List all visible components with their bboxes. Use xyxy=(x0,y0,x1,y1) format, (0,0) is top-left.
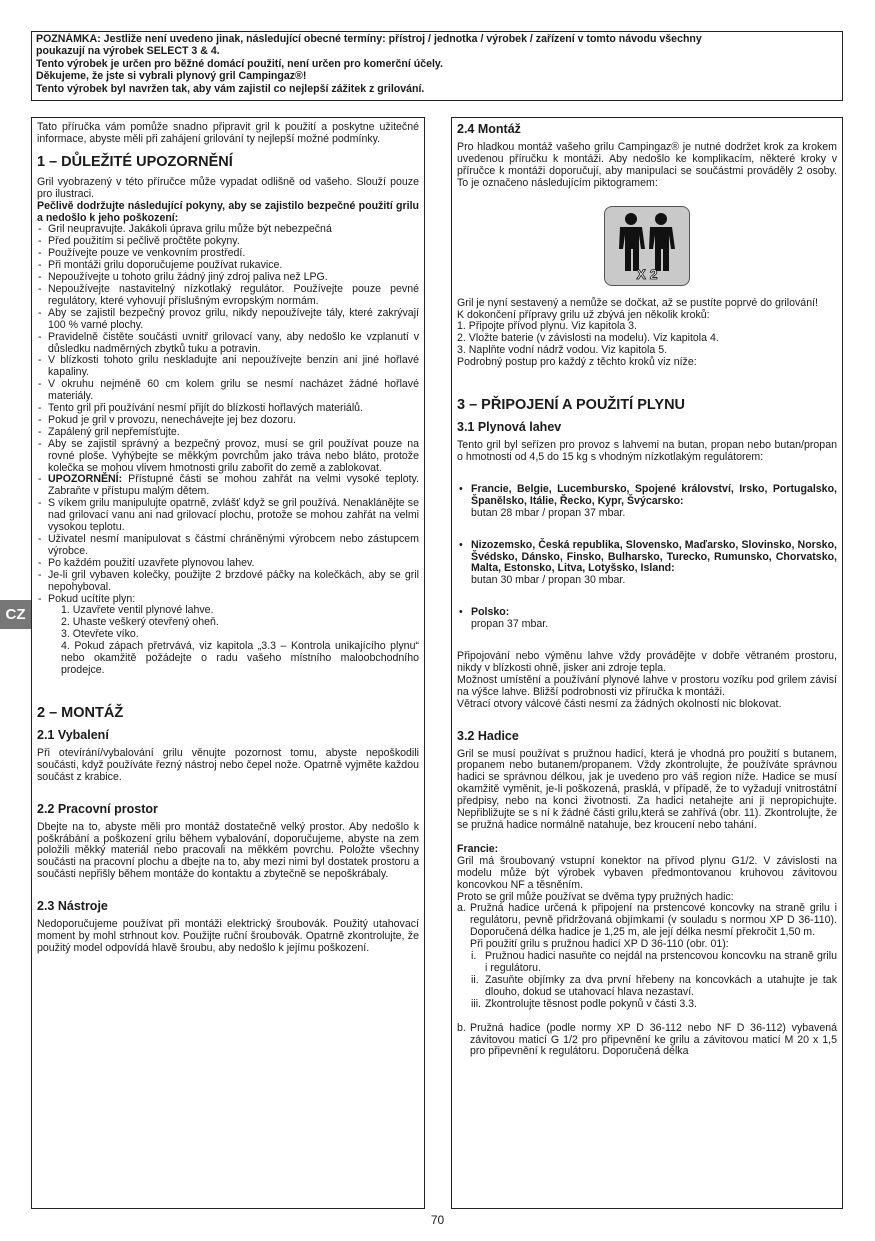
list-marker: b. xyxy=(457,1021,466,1034)
hose-option-a xyxy=(457,903,837,951)
country-names: • Polsko: xyxy=(471,606,510,619)
list-item: - Před použitím si pečlivě pročtěte pokyny. xyxy=(37,236,419,248)
list-item xyxy=(37,474,419,498)
paragraph: Připojování nebo výměnu lahve vždy provádějte v dobře větraném prostoru, nikdy v blízkosti ohně, jisker ani zdroje tepla. xyxy=(457,650,837,674)
warning-text: Přístupné části se mohou zahřát na velmi vysoké teploty. Zabraňte v přístupu malým dětem. xyxy=(48,473,419,498)
step-item: 2. Vložte baterie (v závislosti na modelu). Viz kapitola 4. xyxy=(457,332,719,345)
paragraph: Proto se gril může používat se dvěma typy pružných hadic: xyxy=(457,890,734,903)
pressure-value: butan 28 mbar / propan 37 mbar. xyxy=(471,506,626,519)
step-item: 1. Připojte přívod plynu. Viz kapitola 3. xyxy=(457,320,638,333)
list-item: 1. Uzavřete ventil plynové lahve. xyxy=(61,604,214,617)
option-subtext: Při použití grilu s pružnou hadicí XP D 36-110 (obr. 01): xyxy=(470,938,729,951)
step-item: 3. Naplňte vodní nádrž vodou. Viz kapitola 5. xyxy=(457,344,668,357)
list-item: - S víkem grilu manipulujte opatrně, zvlášť když se gril používá. Nenaklánějte se nad grilovací vanu ani nad grilovací plochu, protože se mohou zahřát na velmi vysokou teplotu. xyxy=(37,498,419,534)
list-item: - Při montáži grilu doporučujeme používat rukavice. xyxy=(37,260,419,272)
section-3-1-title: 3.1 Plynová lahev xyxy=(457,420,562,435)
section-2-title: 2 – MONTÁŽ xyxy=(37,704,124,721)
list-marker: ii. xyxy=(471,973,479,986)
roman-text: Zkontrolujte těsnost podle pokynů v části 3.3. xyxy=(485,997,697,1010)
list-item: - Nepoužívejte nastavitelný nízkotlaký regulátor. Používejte pouze pevné regulátory, které vyhovují příslušným evropským normám. xyxy=(37,284,419,308)
roman-item xyxy=(457,975,837,999)
list-item: - V okruhu nejméně 60 cm kolem grilu se nesmí nacházet žádné hořlavé materiály. xyxy=(37,379,419,403)
page-number: 70 xyxy=(430,1213,445,1227)
right-column xyxy=(451,117,843,1209)
paragraph: Gril vyobrazený v této příručce může vypadat odlišně od vašeho. Slouží pouze pro ilustraci. xyxy=(37,175,419,200)
paragraph: Pro hladkou montáž vašeho grilu Campingaz® je nutné dodržet krok za krokem uvedenou příručku k montáži. Aby nedošlo ke komplikacím, některé kroky v příručce k montáži doporučují, aby manipulaci se součástmi prováděly 2 osoby. To je označeno následujícím piktogramem: xyxy=(457,141,837,189)
hose-option-b xyxy=(457,1023,837,1059)
roman-text: Pružnou hadici nasuňte co nejdál na prstencovou koncovku na straně grilu i regulátoru. xyxy=(485,950,837,974)
paragraph: Gril má šroubovaný vstupní konektor na přívod plynu G1/2. V závislosti na modelu může být výrobek vybaven předmontovanou kruhovou závitovou koncovkou NF a těsněním. xyxy=(457,854,837,891)
intro-text: Tato příručka vám pomůže snadno připravit gril k použití a poskytne užitečné informace, abyste měli při zahájení grilování ty nejlepší možné podmínky. xyxy=(37,121,419,145)
section-2-2-title: 2.2 Pracovní prostor xyxy=(37,801,158,816)
paragraph: Dbejte na to, abyste měli pro montáž dostatečně velký prostor. Aby nedošlo k poškrábání a poškození grilu během vybalování, doporučujeme, abyste na zem položili měkký materiál nebo pracovali na měkkém povrchu. Položte všechny součásti na pracovní plochu a dbejte na to, aby mezi nimi byl dostatek prostoru a součásti nepřišly během montáže do kontaktu a zbytečně se nepoškrábaly. xyxy=(37,820,419,881)
list-item: - Nepoužívejte u tohoto grilu žádný jiný zdroj paliva než LPG. xyxy=(37,272,419,284)
country-names: • Francie, Belgie, Lucembursko, Spojené království, Irsko, Portugalsko, Španělsko, Itálie, Řecko, Kypr, Švýcarsko: xyxy=(471,482,837,507)
list-item: - Používejte pouze ve venkovním prostředí. xyxy=(37,248,419,260)
list-item: - Aby se zajistil správný a bezpečný provoz, musí se gril používat pouze na rovné ploše. Vyhýbejte se měkkým povrchům jako tráva nebo bláto, protože kolečka se mohou vlivem hmotnosti grilu zabořit do země a zablokovat. xyxy=(37,439,419,475)
roman-text: Zasuňte objímky za dva první hřebeny na koncovkách a utahujte je tak dlouho, dokud se utahovací hlava nezastaví. xyxy=(485,973,837,998)
list-item: - Je-li gril vybaven kolečky, použijte 2 brzdové páčky na kolečkách, aby se gril nepohyboval. xyxy=(37,570,419,594)
pressure-value: propan 37 mbar. xyxy=(471,618,549,631)
paragraph: Pečlivě dodržujte následující pokyny, aby se zajistilo bezpečné použití grilu a nedošlo k jeho poškození: xyxy=(37,199,419,224)
list-item: 3. Otevřete víko. xyxy=(61,628,139,641)
france-label: Francie: xyxy=(457,842,499,855)
paragraph: Gril je nyní sestavený a nemůže se dočkat, až se pustíte poprvé do grilování! xyxy=(457,296,818,309)
paragraph: K dokončení přípravy grilu už zbývá jen několik kroků: xyxy=(457,308,710,321)
notice-line: POZNÁMKA: Jestliže není uvedeno jinak, následující obecné termíny: přístroj / jednotka / výrobek / zařízení v tomto návodu všechny xyxy=(36,33,702,45)
section-2-1-title: 2.1 Vybalení xyxy=(37,727,109,742)
language-tab: CZ xyxy=(0,600,31,629)
country-group xyxy=(457,484,837,520)
list-item: - Pravidelně čistěte součásti uvnitř grilovací vany, aby nedošlo ke vzplanutí v důsledku nadměrných zbytků tuku a potravin. xyxy=(37,332,419,356)
list-item: - V blízkosti tohoto grilu neskladujte ani nepoužívejte benzin ani jiné hořlavé kapaliny. xyxy=(37,355,419,379)
notice-line: Děkujeme, že jste si vybrali plynový gril Campingaz®! xyxy=(36,70,307,83)
list-item: - Zapálený gril nepřemísťujte. xyxy=(37,427,419,439)
list-item: - Aby se zajistil bezpečný provoz grilu, nikdy nepoužívejte tály, které zakrývají 100 % varné plochy. xyxy=(37,308,419,332)
section-3-2-title: 3.2 Hadice xyxy=(457,728,519,743)
pressure-value: butan 30 mbar / propan 30 mbar. xyxy=(471,574,626,587)
option-text: Pružná hadice určená k připojení na prstencové koncovky na straně grilu i regulátoru, pevně přidržovaná objímkami (v souladu s normou XP D 36-110). Doporučená délka hadice je 1,25 m, ale její délka nesmí překročit 1,50 m. xyxy=(470,902,837,939)
notice-line: Tento výrobek byl navržen tak, aby vám zajistil co nejlepší zážitek z grilování. xyxy=(36,82,425,95)
paragraph: Podrobný postup pro každý z těchto kroků viz níže: xyxy=(457,356,697,369)
warning-label: UPOZORNĚNÍ: xyxy=(48,473,123,486)
list-item: 2. Uhaste veškerý otevřený oheň. xyxy=(61,616,219,629)
paragraph: Větrací otvory válcové části nesmí za žádných okolností nic blokovat. xyxy=(457,697,782,710)
list-item: 4. Pokud zápach přetrvává, viz kapitola „3.3 – Kontrola unikajícího plynu“ nebo okamžitě požádejte o radu vašeho místního maloobchodního prodejce. xyxy=(61,640,419,676)
option-text: Pružná hadice (podle normy XP D 36-112 nebo NF D 36-112) vybavená závitovou maticí G 1/2 pro připevnění ke grilu a závitovou maticí M 20 x 1,5 pro připevnění k regulátoru. Doporučená délka xyxy=(470,1021,837,1058)
section-1-title: 1 – DŮLEŽITÉ UPOZORNĚNÍ xyxy=(37,153,233,170)
notice-line: poukazují na výrobek SELECT 3 & 4. xyxy=(36,45,220,58)
list-marker: a. xyxy=(457,902,466,915)
list-item: - Pokud je gril v provozu, nenechávejte jej bez dozoru. xyxy=(37,415,419,427)
gas-steps-list xyxy=(37,605,419,676)
notice-line: Tento výrobek je určen pro běžné domácí použití, není určen pro komerční účely. xyxy=(36,57,443,70)
paragraph: Tento gril byl seřízen pro provoz s lahvemi na butan, propan nebo butan/propan o hmotnosti od 4,5 do 15 kg s vhodným nízkotlakým regulátorem: xyxy=(457,439,837,463)
warnings-list xyxy=(37,224,419,605)
paragraph: Při otevírání/vybalování grilu věnujte pozornost tomu, abyste nepoškodili součásti, když používáte řezný nástroj nebo čepel nože. Opatrně vyjměte každou součást z krabice. xyxy=(37,746,419,783)
two-person-pictogram xyxy=(604,206,690,286)
section-2-3-title: 2.3 Nástroje xyxy=(37,899,108,914)
country-group xyxy=(457,607,837,631)
list-marker: i. xyxy=(471,950,477,963)
list-item: - Tento gril při používání nesmí přijít do blízkosti hořlavých materiálů. xyxy=(37,403,419,415)
list-item: - Pokud ucítíte plyn: xyxy=(37,594,419,606)
section-3-title: 3 – PŘIPOJENÍ A POUŽITÍ PLYNU xyxy=(457,397,686,414)
left-column xyxy=(31,117,425,1209)
list-marker: iii. xyxy=(471,997,482,1010)
paragraph: Gril se musí používat s pružnou hadicí, která je vhodná pro použití s butanem, propanem nebo butanem/propanem. Vždy zkontrolujte, že používáte správnou hadici se správnou délkou, jak je uvedeno pro váš region níže. Hadice se musí okamžitě vyměnit, je-li poškozená, prasklá, v případě, že to vyžadují vnitrostátní předpisy, nebo na konci životnosti. Za hadici netahejte ani ji nepropichujte. Nepřibližujte se s ní k žádné části grilu,která se zahřívá (obr. 11). Zkontrolujte, že se pružná hadice normálně natahuje, bez kroucení nebo tahání. xyxy=(457,747,837,831)
notice-box xyxy=(31,31,843,101)
list-item: - Gril neupravujte. Jakákoli úprava grilu může být nebezpečná xyxy=(37,224,419,236)
list-item: - Po každém použití uzavřete plynovou lahev. xyxy=(37,558,419,570)
paragraph: Nedoporučujeme používat při montáži elektrický šroubovák. Použitý utahovací moment by mohl strhnout kov. Použijte ruční šroubovák. Opatrně zkontrolujte, že použitý model odpovídá hlavě šroubu, aby nedošlo k jejímu poškození. xyxy=(37,918,419,954)
country-names: • Nizozemsko, Česká republika, Slovensko, Maďarsko, Slovinsko, Norsko, Švédsko, Dánsko, Finsko, Bulharsko, Turecko, Rumunsko, Chorvatsko, Malta, Estonsko, Litva, Lotyšsko, Island: xyxy=(471,538,837,575)
roman-item xyxy=(457,999,837,1011)
roman-item xyxy=(457,951,837,975)
country-group xyxy=(457,540,837,588)
list-item: - Uživatel nesmí manipulovat s částmi chráněnými výrobcem nebo zástupcem výrobce. xyxy=(37,534,419,558)
section-2-4-title: 2.4 Montáž xyxy=(457,122,521,136)
pictogram-label: X 2 xyxy=(636,265,658,282)
two-persons-icon xyxy=(605,207,689,285)
paragraph: Možnost umístění a používání plynové lahve v prostoru vozíku pod grilem závisí na výšce lahve. Bližší podrobnosti viz příručka k montáži. xyxy=(457,673,837,698)
